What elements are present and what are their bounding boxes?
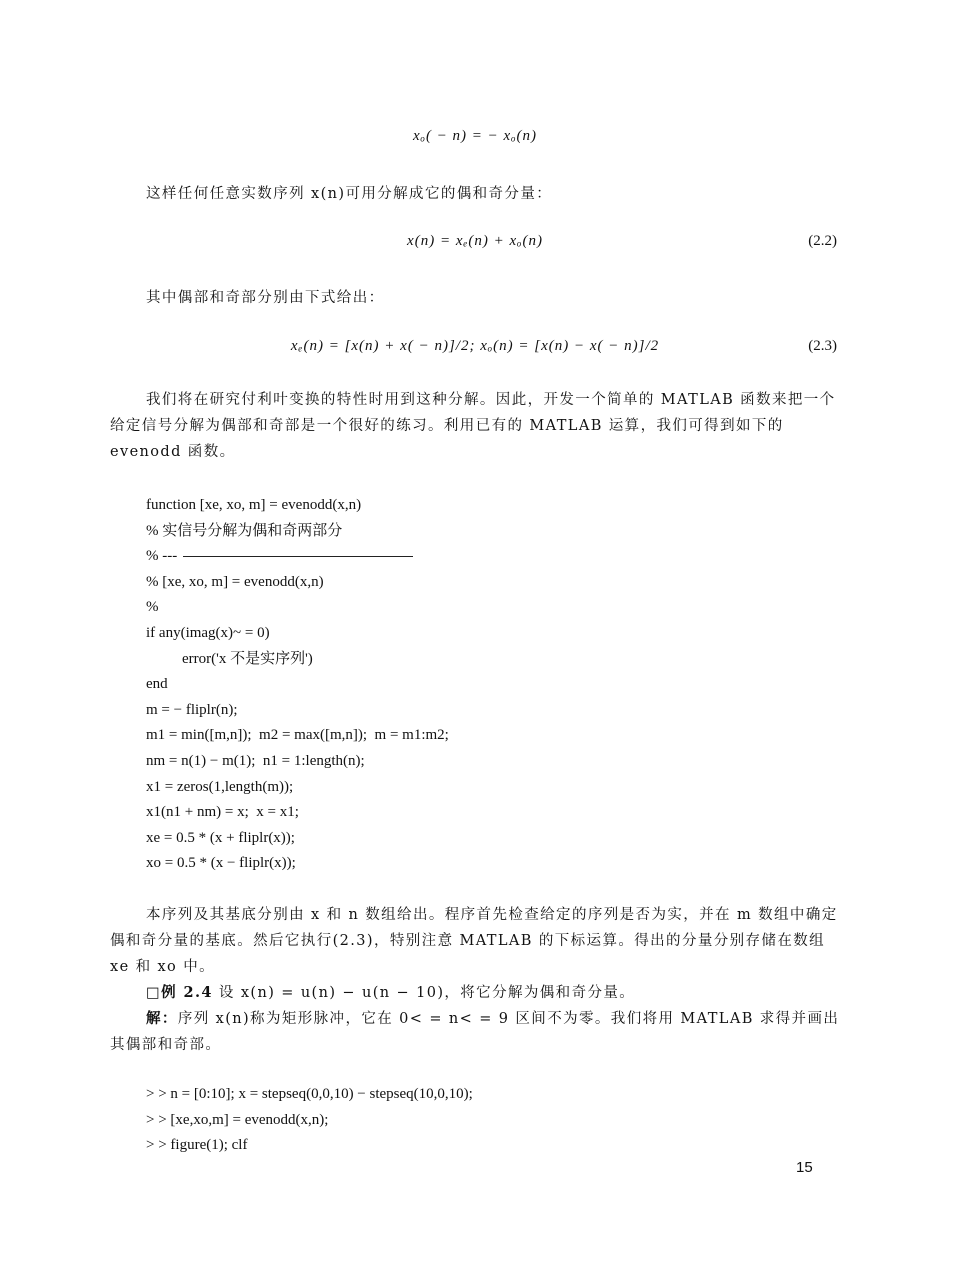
code-line: % [xe, xo, m] = evenodd(x,n) (146, 573, 324, 590)
code-line-comment-rule (146, 544, 786, 570)
code-line: % (146, 599, 159, 616)
code-line: > > n = [0:10]; x = stepseq(0,0,10) − stepseq(10,0,10); (146, 1086, 473, 1102)
example-line (110, 980, 840, 1006)
example-text: 设 x(n) = u(n) − u(n − 10)，将它分解为偶和奇分量。 (218, 985, 636, 1001)
code-line: % --- (146, 548, 178, 565)
code-line: m1 = min([m,n]); m2 = max([m,n]); m = m1:m2; (146, 727, 449, 744)
code-line: x1(n1 + nm) = x; x = x1; (146, 804, 299, 821)
code-block-evenodd (146, 493, 786, 877)
equation-2-2: x(n) = xₑ(n) + xₒ(n) (407, 233, 543, 249)
code-block-example (146, 1082, 786, 1159)
page-number: 15 (796, 1159, 813, 1176)
equation-number-2-2: (2.2) (808, 233, 837, 249)
example-2-4 (110, 980, 840, 1058)
code-line: > > figure(1); clf (146, 1137, 248, 1154)
equation-odd-symmetry: xₒ( − n) = − xₒ(n) (413, 128, 537, 144)
code-line: end (146, 676, 168, 693)
paragraph-even-odd-given (110, 285, 840, 311)
paragraph-text: 其中偶部和奇部分别由下式给出： (146, 290, 385, 306)
code-line: if any(imag(x)~ = 0) (146, 624, 270, 641)
solution-label: 解： (146, 1010, 178, 1027)
code-line: nm = n(1) − m(1); n1 = 1:length(n); (146, 752, 365, 769)
comment-rule-line (183, 556, 413, 557)
code-line: xo = 0.5 * (x − fliplr(x)); (146, 855, 296, 872)
paragraph-program-explanation (110, 902, 840, 980)
code-line: x1 = zeros(1,length(m)); (146, 778, 294, 795)
equation-2-3: xₑ(n) = [x(n) + x( − n)]/2; xₒ(n) = [x(n) − x( − n)]/2 (290, 338, 660, 354)
example-label: 例 2.4 (161, 984, 213, 1001)
paragraph-text: 本序列及其基底分别由 x 和 n 数组给出。程序首先检查给定的序列是否为实，并在 m 数组中确定偶和奇分量的基底。然后它执行(2.3)，特别注意 MATLAB 的下标运算。得出的分量分别存储在数组 xe 和 xo 中。 (110, 907, 838, 975)
paragraph-text: 这样任何任意实数序列 x(n)可用分解成它的偶和奇分量： (146, 186, 553, 202)
code-line: m = − fliplr(n); (146, 701, 238, 718)
example-box-icon: □ (146, 985, 162, 1001)
solution-line (110, 1006, 840, 1058)
paragraph-text: 我们将在研究付利叶变换的特性时用到这种分解。因此，开发一个简单的 MATLAB 函数来把一个给定信号分解为偶部和奇部是一个很好的练习。利用已有的 MATLAB 运算，我们可得到如下的 evenodd 函数。 (110, 392, 836, 460)
solution-text: 序列 x(n)称为矩形脉冲，它在 0< = n< = 9 区间不为零。我们将用 MATLAB 求得并画出其偶部和奇部。 (110, 1011, 840, 1053)
code-line: xe = 0.5 * (x + fliplr(x)); (146, 829, 295, 846)
code-line: % 实信号分解为偶和奇两部分 (146, 522, 343, 539)
code-line: > > [xe,xo,m] = evenodd(x,n); (146, 1111, 329, 1128)
paragraph-decomposition-intro (110, 181, 840, 207)
paragraph-matlab-function-intro (110, 387, 840, 465)
code-line: function [xe, xo, m] = evenodd(x,n) (146, 497, 362, 513)
equation-number-2-3: (2.3) (808, 338, 837, 354)
code-line: error('x 不是实序列') (182, 650, 313, 667)
